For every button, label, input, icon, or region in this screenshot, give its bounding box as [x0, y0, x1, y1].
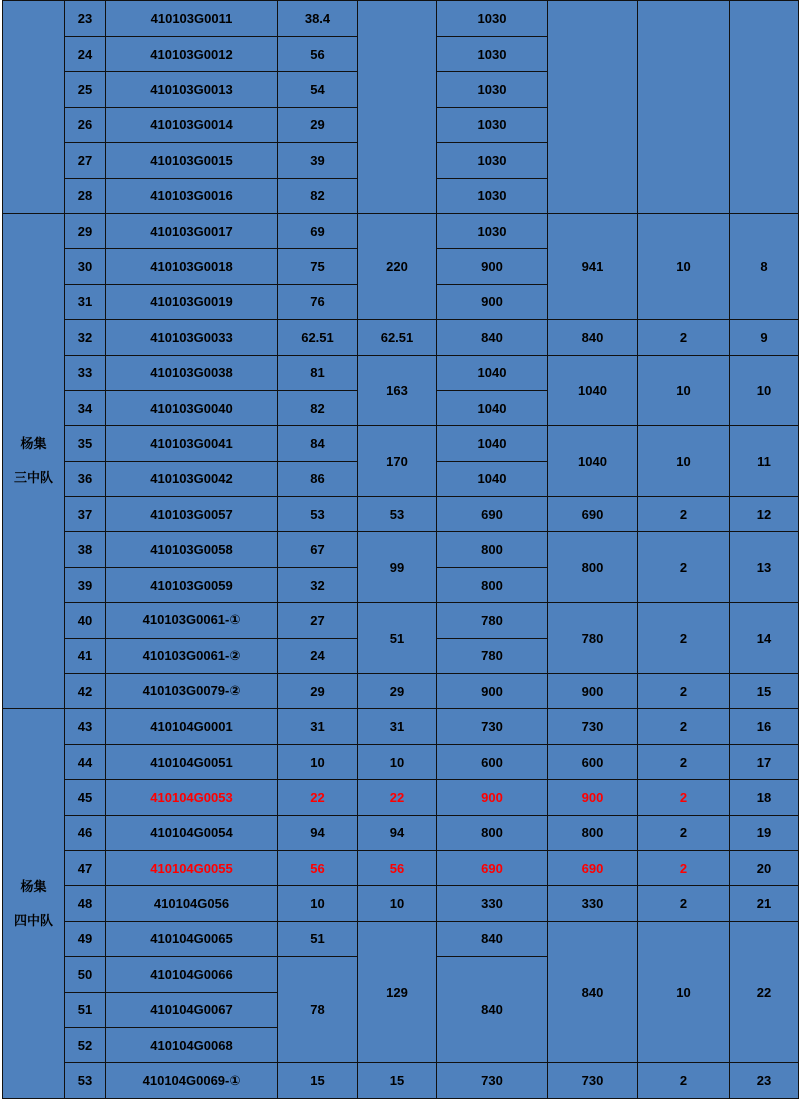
row-number: 43: [65, 709, 106, 744]
row-number: 46: [65, 815, 106, 850]
parcel-code: 410103G0058: [106, 532, 278, 567]
parcel-price: 690: [437, 497, 548, 532]
group-price: 1040: [548, 355, 638, 426]
group-price: 330: [548, 886, 638, 921]
parcel-area: 29: [278, 674, 358, 709]
parcel-code: 410103G0015: [106, 143, 278, 178]
table-row-highlighted: [3, 780, 799, 815]
group-sequence: 21: [730, 886, 799, 921]
group-sequence: 16: [730, 709, 799, 744]
group-years: 2: [638, 532, 730, 603]
parcel-code: 410103G0018: [106, 249, 278, 284]
group-years: 10: [638, 213, 730, 319]
parcel-code: 410104G0065: [106, 921, 278, 956]
parcel-price: 1030: [437, 37, 548, 72]
parcel-code: 410103G0017: [106, 213, 278, 248]
row-number: 44: [65, 744, 106, 779]
parcel-code: 410103G0016: [106, 178, 278, 213]
parcel-area: 32: [278, 567, 358, 602]
row-number: 26: [65, 107, 106, 142]
table-row: [3, 921, 799, 956]
group-years: 2: [638, 744, 730, 779]
row-number: 24: [65, 37, 106, 72]
table-row: [3, 815, 799, 850]
group-total-area: 10: [358, 744, 437, 779]
parcel-area: 15: [278, 1063, 358, 1098]
row-number: 37: [65, 497, 106, 532]
parcel-price: 900: [437, 284, 548, 319]
group-years: 10: [638, 355, 730, 426]
row-number: 53: [65, 1063, 106, 1098]
parcel-price: 840: [437, 957, 548, 1063]
parcel-area: 27: [278, 603, 358, 638]
parcel-code: 410103G0042: [106, 461, 278, 496]
parcel-area: 82: [278, 178, 358, 213]
parcel-price: 1030: [437, 143, 548, 178]
group-sequence: [730, 1, 799, 214]
table-row: [3, 497, 799, 532]
team-unit: 三中队: [13, 470, 53, 486]
group-total-area: 22: [358, 780, 437, 815]
team-cell-fourth: [3, 709, 65, 1098]
parcel-area: 31: [278, 709, 358, 744]
group-total-area: 62.51: [358, 320, 437, 355]
table-row: [3, 744, 799, 779]
group-price: 941: [548, 213, 638, 319]
parcel-area: 51: [278, 921, 358, 956]
table-row: [3, 1, 799, 37]
group-sequence: 23: [730, 1063, 799, 1098]
team-name: 杨集: [20, 878, 47, 894]
parcel-area: 81: [278, 355, 358, 390]
parcel-area: 38.4: [278, 1, 358, 37]
parcel-code: 410103G0061-②: [106, 638, 278, 673]
group-sequence: 17: [730, 744, 799, 779]
group-price: 690: [548, 497, 638, 532]
parcel-area: 69: [278, 213, 358, 248]
row-number: 50: [65, 957, 106, 992]
group-years: 2: [638, 497, 730, 532]
group-years: 2: [638, 674, 730, 709]
parcel-price: 1030: [437, 178, 548, 213]
group-years: 2: [638, 603, 730, 674]
parcel-price: 1040: [437, 461, 548, 496]
team-cell-third: [3, 213, 65, 708]
row-number: 42: [65, 674, 106, 709]
parcel-code: 410103G0057: [106, 497, 278, 532]
row-number: 51: [65, 992, 106, 1027]
row-number: 40: [65, 603, 106, 638]
parcel-area: 86: [278, 461, 358, 496]
group-years: 2: [638, 780, 730, 815]
group-sequence: 8: [730, 213, 799, 319]
parcel-area: 10: [278, 886, 358, 921]
group-sequence: 14: [730, 603, 799, 674]
group-sequence: 11: [730, 426, 799, 497]
row-number: 35: [65, 426, 106, 461]
group-years: 2: [638, 886, 730, 921]
group-total-area: 10: [358, 886, 437, 921]
parcel-price: 1030: [437, 107, 548, 142]
group-total-area: 99: [358, 532, 437, 603]
parcel-price: 800: [437, 815, 548, 850]
parcel-code: 410104G0068: [106, 1027, 278, 1062]
parcel-area: 78: [278, 957, 358, 1063]
parcel-price: 900: [437, 674, 548, 709]
table-row: [3, 320, 799, 355]
row-number: 33: [65, 355, 106, 390]
parcel-code: 410104G0054: [106, 815, 278, 850]
parcel-price: 600: [437, 744, 548, 779]
table-row-highlighted: [3, 850, 799, 885]
group-price: 800: [548, 532, 638, 603]
table-row: [3, 886, 799, 921]
parcel-price: 690: [437, 850, 548, 885]
parcel-code: 410103G0079-②: [106, 674, 278, 709]
group-price: 780: [548, 603, 638, 674]
group-total-area: 129: [358, 921, 437, 1063]
parcel-code: 410103G0040: [106, 390, 278, 425]
row-number: 29: [65, 213, 106, 248]
group-price: 600: [548, 744, 638, 779]
row-number: 47: [65, 850, 106, 885]
group-price: 800: [548, 815, 638, 850]
row-number: 49: [65, 921, 106, 956]
parcel-code: 410103G0012: [106, 37, 278, 72]
parcel-price: 730: [437, 709, 548, 744]
group-sequence: 22: [730, 921, 799, 1063]
group-years: 2: [638, 320, 730, 355]
parcel-code: 410103G0038: [106, 355, 278, 390]
group-price: 900: [548, 674, 638, 709]
parcel-code: 410103G0059: [106, 567, 278, 602]
parcel-area: 84: [278, 426, 358, 461]
parcel-code: 410103G0041: [106, 426, 278, 461]
parcel-code: 410104G0069-①: [106, 1063, 278, 1098]
parcel-price: 900: [437, 780, 548, 815]
parcel-code: 410103G0033: [106, 320, 278, 355]
group-years: 2: [638, 1063, 730, 1098]
parcel-price: 1030: [437, 72, 548, 107]
parcel-area: 67: [278, 532, 358, 567]
row-number: 30: [65, 249, 106, 284]
table-row: [3, 674, 799, 709]
group-total-area: 51: [358, 603, 437, 674]
parcel-area: 53: [278, 497, 358, 532]
group-price: 840: [548, 320, 638, 355]
row-number: 38: [65, 532, 106, 567]
group-sequence: 12: [730, 497, 799, 532]
parcel-price: 730: [437, 1063, 548, 1098]
team-name: 杨集: [20, 436, 47, 452]
parcel-code: 410104G0053: [106, 780, 278, 815]
row-number: 36: [65, 461, 106, 496]
parcel-code: 410104G056: [106, 886, 278, 921]
parcel-price: 840: [437, 921, 548, 956]
parcel-code: 410104G0067: [106, 992, 278, 1027]
parcel-price: 800: [437, 567, 548, 602]
parcel-code: 410103G0014: [106, 107, 278, 142]
row-number: 48: [65, 886, 106, 921]
group-total-area: 220: [358, 213, 437, 319]
parcel-code: 410104G0066: [106, 957, 278, 992]
row-number: 28: [65, 178, 106, 213]
parcel-price: 1040: [437, 426, 548, 461]
group-sequence: 9: [730, 320, 799, 355]
parcel-area: 56: [278, 37, 358, 72]
group-sequence: 13: [730, 532, 799, 603]
land-parcel-table: [2, 0, 799, 1099]
group-years: 10: [638, 426, 730, 497]
table-row: [3, 709, 799, 744]
parcel-area: 56: [278, 850, 358, 885]
parcel-area: 94: [278, 815, 358, 850]
group-total-area: 15: [358, 1063, 437, 1098]
table-row: [3, 1063, 799, 1098]
parcel-price: 1030: [437, 213, 548, 248]
team-cell-previous: [3, 1, 65, 214]
group-price: 840: [548, 921, 638, 1063]
group-price: 690: [548, 850, 638, 885]
parcel-code: 410103G0011: [106, 1, 278, 37]
group-sequence: 18: [730, 780, 799, 815]
row-number: 34: [65, 390, 106, 425]
parcel-area: 75: [278, 249, 358, 284]
row-number: 31: [65, 284, 106, 319]
table-row: [3, 603, 799, 638]
parcel-code: 410104G0051: [106, 744, 278, 779]
table-row: [3, 213, 799, 248]
group-total-area: 53: [358, 497, 437, 532]
parcel-code: 410103G0019: [106, 284, 278, 319]
parcel-area: 39: [278, 143, 358, 178]
parcel-area: 29: [278, 107, 358, 142]
group-total-area: 31: [358, 709, 437, 744]
group-total-area: 170: [358, 426, 437, 497]
row-number: 45: [65, 780, 106, 815]
table-row: [3, 426, 799, 461]
group-price: 900: [548, 780, 638, 815]
parcel-code: 410104G0055: [106, 850, 278, 885]
row-number: 41: [65, 638, 106, 673]
row-number: 23: [65, 1, 106, 37]
parcel-area: 22: [278, 780, 358, 815]
parcel-area: 54: [278, 72, 358, 107]
parcel-price: 1040: [437, 390, 548, 425]
parcel-area: 10: [278, 744, 358, 779]
group-years: 2: [638, 709, 730, 744]
group-price: 730: [548, 709, 638, 744]
row-number: 32: [65, 320, 106, 355]
row-number: 39: [65, 567, 106, 602]
team-unit: 四中队: [13, 912, 53, 928]
group-total-area: 56: [358, 850, 437, 885]
group-sequence: 19: [730, 815, 799, 850]
group-years: 10: [638, 921, 730, 1063]
row-number: 52: [65, 1027, 106, 1062]
group-sequence: 10: [730, 355, 799, 426]
parcel-code: 410104G0001: [106, 709, 278, 744]
group-years: [638, 1, 730, 214]
parcel-code: 410103G0061-①: [106, 603, 278, 638]
parcel-price: 900: [437, 249, 548, 284]
group-years: 2: [638, 815, 730, 850]
group-sequence: 15: [730, 674, 799, 709]
group-total-area: 94: [358, 815, 437, 850]
row-number: 25: [65, 72, 106, 107]
parcel-area: 82: [278, 390, 358, 425]
group-price: 730: [548, 1063, 638, 1098]
parcel-area: 76: [278, 284, 358, 319]
parcel-code: 410103G0013: [106, 72, 278, 107]
group-sequence: 20: [730, 850, 799, 885]
parcel-area: 24: [278, 638, 358, 673]
parcel-price: 800: [437, 532, 548, 567]
parcel-price: 1040: [437, 355, 548, 390]
table-row: [3, 355, 799, 390]
parcel-price: 330: [437, 886, 548, 921]
group-total-area: 163: [358, 355, 437, 426]
group-total-area: [358, 1, 437, 214]
group-total-area: 29: [358, 674, 437, 709]
parcel-price: 780: [437, 638, 548, 673]
parcel-area: 62.51: [278, 320, 358, 355]
group-years: 2: [638, 850, 730, 885]
parcel-price: 1030: [437, 1, 548, 37]
table-row: [3, 532, 799, 567]
group-price: [548, 1, 638, 214]
row-number: 27: [65, 143, 106, 178]
parcel-price: 840: [437, 320, 548, 355]
parcel-price: 780: [437, 603, 548, 638]
group-price: 1040: [548, 426, 638, 497]
